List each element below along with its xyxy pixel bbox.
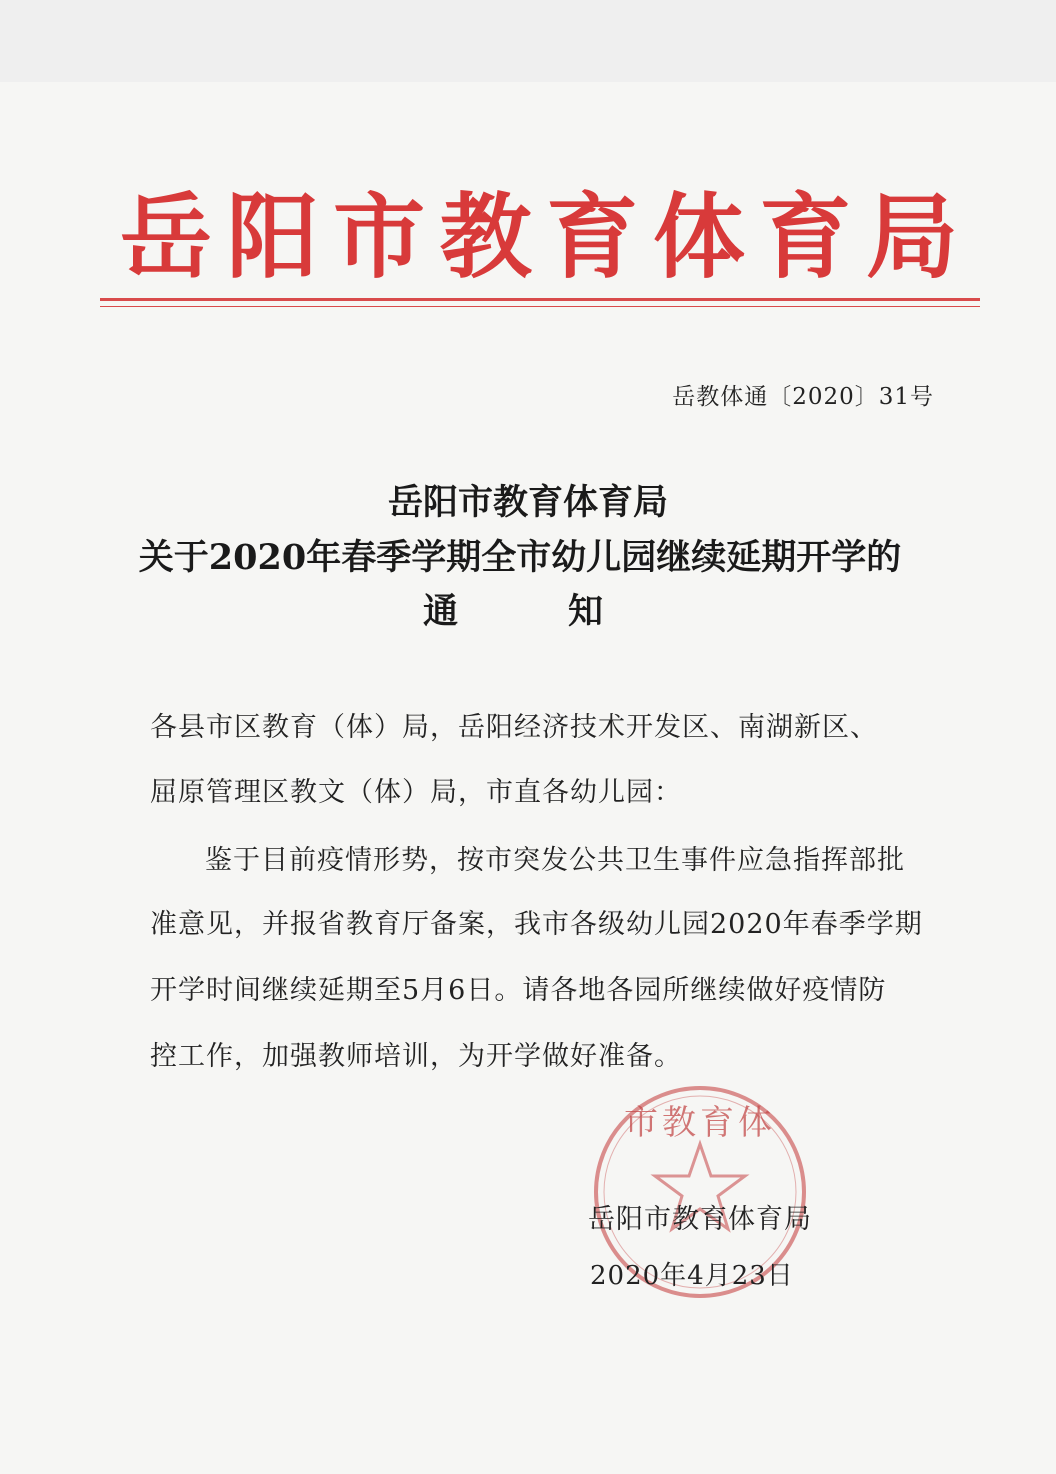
title-line-1: 岳阳市教育体育局 bbox=[387, 482, 668, 523]
signature-date: 2020年4月23日 bbox=[590, 1261, 794, 1291]
top-bar bbox=[0, 0, 1056, 82]
signature-organization: 岳阳市教育体育局 bbox=[588, 1204, 812, 1235]
letterhead-char: 局 bbox=[865, 184, 960, 291]
letterhead-char: 育 bbox=[546, 184, 641, 291]
salutation-line-1: 各县市区教育（体）局，岳阳经济技术开发区、南湖新区、 bbox=[150, 712, 878, 743]
body-line-4: 控工作，加强教师培训，为开学做好准备。 bbox=[150, 1041, 682, 1072]
letterhead-divider-thin bbox=[100, 306, 980, 307]
letterhead-char: 岳 bbox=[120, 184, 215, 291]
body-line-1: 鉴于目前疫情形势，按市突发公共卫生事件应急指挥部批 bbox=[205, 845, 905, 876]
title-line-3: 通知 bbox=[422, 591, 713, 632]
letterhead-char: 阳 bbox=[226, 184, 321, 291]
letterhead-char: 育 bbox=[759, 184, 854, 291]
salutation-line-2: 屈原管理区教文（体）局，市直各幼儿园： bbox=[150, 777, 682, 808]
letterhead-divider bbox=[100, 298, 980, 301]
letterhead-char: 教 bbox=[439, 184, 534, 291]
letterhead-title bbox=[120, 178, 960, 298]
document-number: 岳教体通〔2020〕31号 bbox=[672, 384, 934, 410]
letterhead-char: 体 bbox=[652, 184, 747, 291]
title-line-2: 关于2020年春季学期全市幼儿园继续延期开学的 bbox=[138, 537, 902, 578]
seal-text: 市教育体 bbox=[624, 1103, 776, 1143]
body-line-2: 准意见，并报省教育厅备案，我市各级幼儿园2020年春季学期 bbox=[150, 909, 923, 940]
letterhead-char: 市 bbox=[333, 184, 428, 291]
body-line-3: 开学时间继续延期至5月6日。请各地各园所继续做好疫情防 bbox=[150, 975, 887, 1006]
